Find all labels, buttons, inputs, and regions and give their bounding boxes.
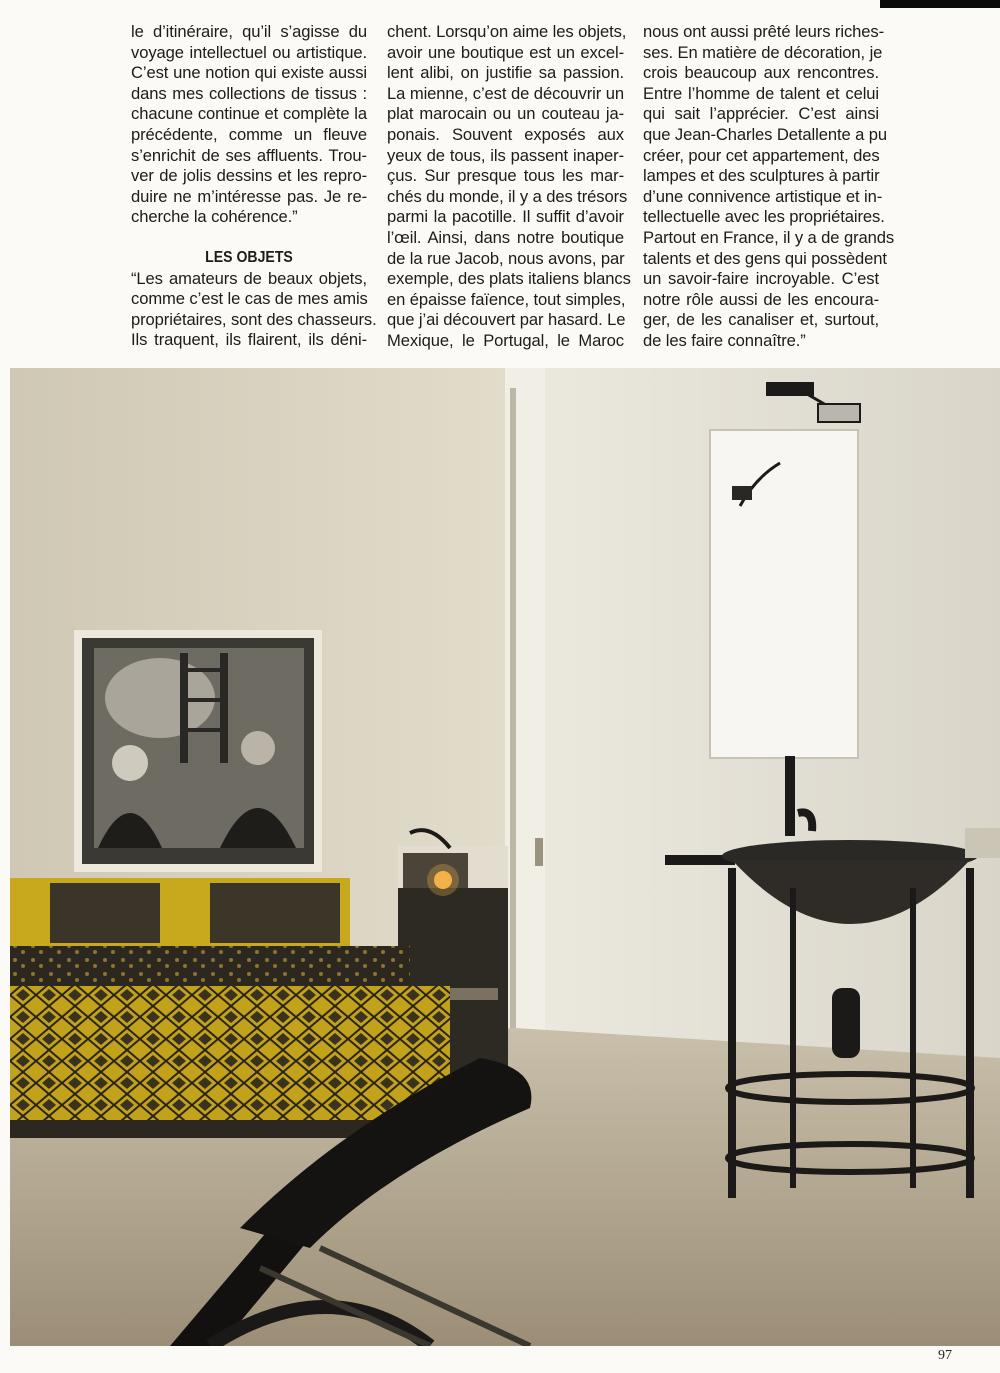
text-line: en épaisse faïence, tout simples,	[387, 289, 626, 309]
text-line: “Les amateurs de beaux objets,	[131, 268, 367, 288]
text-line: cherche la cohérence.”	[131, 207, 298, 227]
text-line: voyage intellectuel ou artistique.	[131, 42, 367, 62]
framed-portrait	[74, 630, 322, 872]
text-line: s’enrichit de ses affluents. Trou-	[131, 145, 367, 165]
text-line: nous ont aussi prêté leurs riches-	[643, 22, 885, 41]
text-line: dans mes collections de tissus :	[131, 83, 367, 103]
text-line: ger, de les canaliser et, surtout,	[643, 310, 879, 330]
text-line: Entre l’homme de talent et celui	[643, 83, 879, 103]
text-line: créer, pour cet appartement, des	[643, 145, 880, 165]
text-line: que j’ai découvert par hasard. Le	[387, 310, 626, 330]
text-line: La mienne, c’est de découvrir un	[387, 83, 624, 103]
text-line: duire ne m’intéresse pas. Je re-	[131, 186, 367, 206]
article-column-1	[131, 22, 377, 351]
text-line: lent alibi, on justifie sa passion.	[387, 63, 624, 83]
text-line: qui sait l’apprécier. C’est ainsi	[643, 104, 879, 124]
text-line: l’œil. Ainsi, dans notre boutique	[387, 227, 624, 247]
text-line: Ils traquent, ils flairent, ils déni-	[131, 330, 367, 350]
text-line: Mexique, le Portugal, le Maroc	[387, 330, 624, 350]
text-line: crois beaucoup aux rencontres.	[643, 63, 879, 83]
top-right-black-bar	[880, 0, 1000, 8]
article-column-3	[643, 22, 895, 352]
text-line: çus. Sur presque tous les mar-	[387, 166, 624, 186]
text-line: talents et des gens qui possèdent	[643, 248, 887, 268]
text-line: d’une connivence artistique et in-	[643, 186, 883, 206]
text-line: notre rôle aussi de les encoura-	[643, 289, 879, 309]
text-line: C’est une notion qui existe aussi	[131, 63, 367, 83]
wall-mirror	[710, 382, 860, 758]
text-line: yeux de tous, ils passent inaper-	[387, 145, 624, 165]
article-column-2	[387, 22, 631, 352]
text-line: chés du monde, il y a des trésors	[387, 186, 628, 206]
text-line: propriétaires, sont des chasseurs.	[131, 309, 377, 329]
text-line: un savoir-faire incroyable. C’est	[643, 269, 879, 289]
text-line: ponais. Souvent exposés aux	[387, 124, 624, 144]
text-line: ses. En matière de décoration, je	[643, 42, 883, 62]
section-heading: LES OBJETS	[205, 248, 293, 266]
text-line: Partout en France, il y a de grands	[643, 227, 895, 247]
door-handle	[535, 838, 543, 866]
text-line: parmi la pacotille. Il suffit d’avoir	[387, 207, 624, 227]
page-number: 97	[938, 1348, 952, 1363]
text-line: le d’itinéraire, qu’il s’agisse du	[131, 22, 367, 41]
text-line: comme c’est le cas de mes amis	[131, 289, 368, 309]
text-line: de les faire connaître.”	[643, 330, 806, 350]
interior-photo	[10, 368, 1000, 1346]
text-line: lampes et des sculptures à partir	[643, 166, 880, 186]
text-line: précédente, comme un fleuve	[131, 124, 367, 144]
text-line: avoir une boutique est un excel-	[387, 42, 624, 62]
text-line: ver de jolis dessins et les repro-	[131, 166, 367, 186]
text-line: chent. Lorsqu’on aime les objets,	[387, 22, 627, 41]
text-line: tellectuelle avec les propriétaires.	[643, 207, 885, 227]
text-line: chacune continue et complète la	[131, 104, 367, 124]
text-line: de la rue Jacob, nous avons, par	[387, 248, 625, 268]
text-line: que Jean-Charles Detallente a pu	[643, 124, 888, 144]
text-line: plat marocain ou un couteau ja-	[387, 104, 624, 124]
text-line: exemple, des plats italiens blancs	[387, 269, 631, 289]
